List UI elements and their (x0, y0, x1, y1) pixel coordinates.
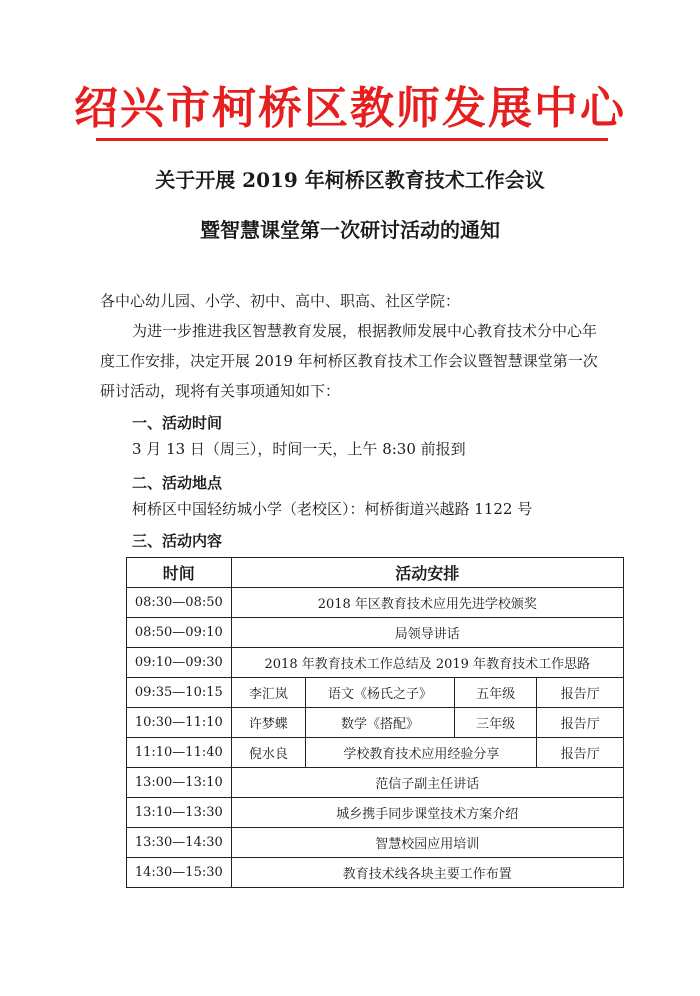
section-heading-location: 二、活动地点 (132, 474, 223, 492)
table-row (127, 768, 624, 798)
row-time: 13:00—13:10 (127, 768, 232, 798)
section-location-text: 柯桥区中国轻纺城小学（老校区）：柯桥街道兴越路 1122 号 (132, 500, 533, 518)
schedule-table (126, 557, 624, 888)
row-activity: 局领导讲话 (231, 618, 623, 648)
row-venue: 报告厅 (537, 738, 624, 768)
table-row (127, 828, 624, 858)
row-time: 11:10—11:40 (127, 738, 232, 768)
row-venue: 报告厅 (537, 678, 624, 708)
row-grade: 三年级 (454, 708, 537, 738)
row-activity: 2018 年教育技术工作总结及 2019 年教育技术工作思路 (231, 648, 623, 678)
table-row (127, 708, 624, 738)
table-row (127, 588, 624, 618)
table-row (127, 858, 624, 888)
row-time: 13:10—13:30 (127, 798, 232, 828)
section-heading-time: 一、活动时间 (132, 414, 223, 432)
row-grade: 五年级 (454, 678, 537, 708)
notice-title-line-2: 暨智慧课堂第一次研讨活动的通知 (200, 218, 500, 242)
header-activity: 活动安排 (231, 558, 623, 588)
organization-title: 绍兴市柯桥区教师发展中心 (74, 83, 626, 134)
row-person: 许梦蝶 (231, 708, 306, 738)
row-topic: 语文《杨氏之子》 (306, 678, 455, 708)
row-time: 10:30—11:10 (127, 708, 232, 738)
row-activity: 2018 年区教育技术应用先进学校颁奖 (231, 588, 623, 618)
salutation: 各中心幼儿园、小学、初中、高中、职高、社区学院： (100, 292, 461, 310)
row-topic: 数学《搭配》 (306, 708, 455, 738)
row-venue: 报告厅 (537, 708, 624, 738)
row-activity: 城乡携手同步课堂技术方案介绍 (231, 798, 623, 828)
row-time: 08:30—08:50 (127, 588, 232, 618)
section-time-text: 3 月 13 日（周三），时间一天，上午 8:30 前报到 (132, 440, 466, 458)
row-person: 倪水良 (231, 738, 306, 768)
row-time: 09:35—10:15 (127, 678, 232, 708)
table-row (127, 798, 624, 828)
row-person: 李汇岚 (231, 678, 306, 708)
row-time: 09:10—09:30 (127, 648, 232, 678)
table-row (127, 618, 624, 648)
table-row (127, 678, 624, 708)
row-time: 14:30—15:30 (127, 858, 232, 888)
table-row (127, 738, 624, 768)
notice-title-line-1: 关于开展 2019 年柯桥区教育技术工作会议 (155, 168, 545, 192)
row-time: 13:30—14:30 (127, 828, 232, 858)
table-header-row (127, 558, 624, 588)
table-row (127, 648, 624, 678)
section-heading-content: 三、活动内容 (132, 532, 223, 550)
intro-line-3: 研讨活动，现将有关事项通知如下： (100, 382, 341, 400)
intro-line-1: 为进一步推进我区智慧教育发展，根据教师发展中心教育技术分中心年 (132, 322, 598, 340)
header-time: 时间 (127, 558, 232, 588)
row-topic: 学校教育技术应用经验分享 (306, 738, 537, 768)
intro-line-2: 度工作安排，决定开展 2019 年柯桥区教育技术工作会议暨智慧课堂第一次 (100, 352, 598, 370)
red-divider-line (96, 138, 608, 141)
row-activity: 范信子副主任讲话 (231, 768, 623, 798)
row-time: 08:50—09:10 (127, 618, 232, 648)
row-activity: 智慧校园应用培训 (231, 828, 623, 858)
row-activity: 教育技术线各块主要工作布置 (231, 858, 623, 888)
